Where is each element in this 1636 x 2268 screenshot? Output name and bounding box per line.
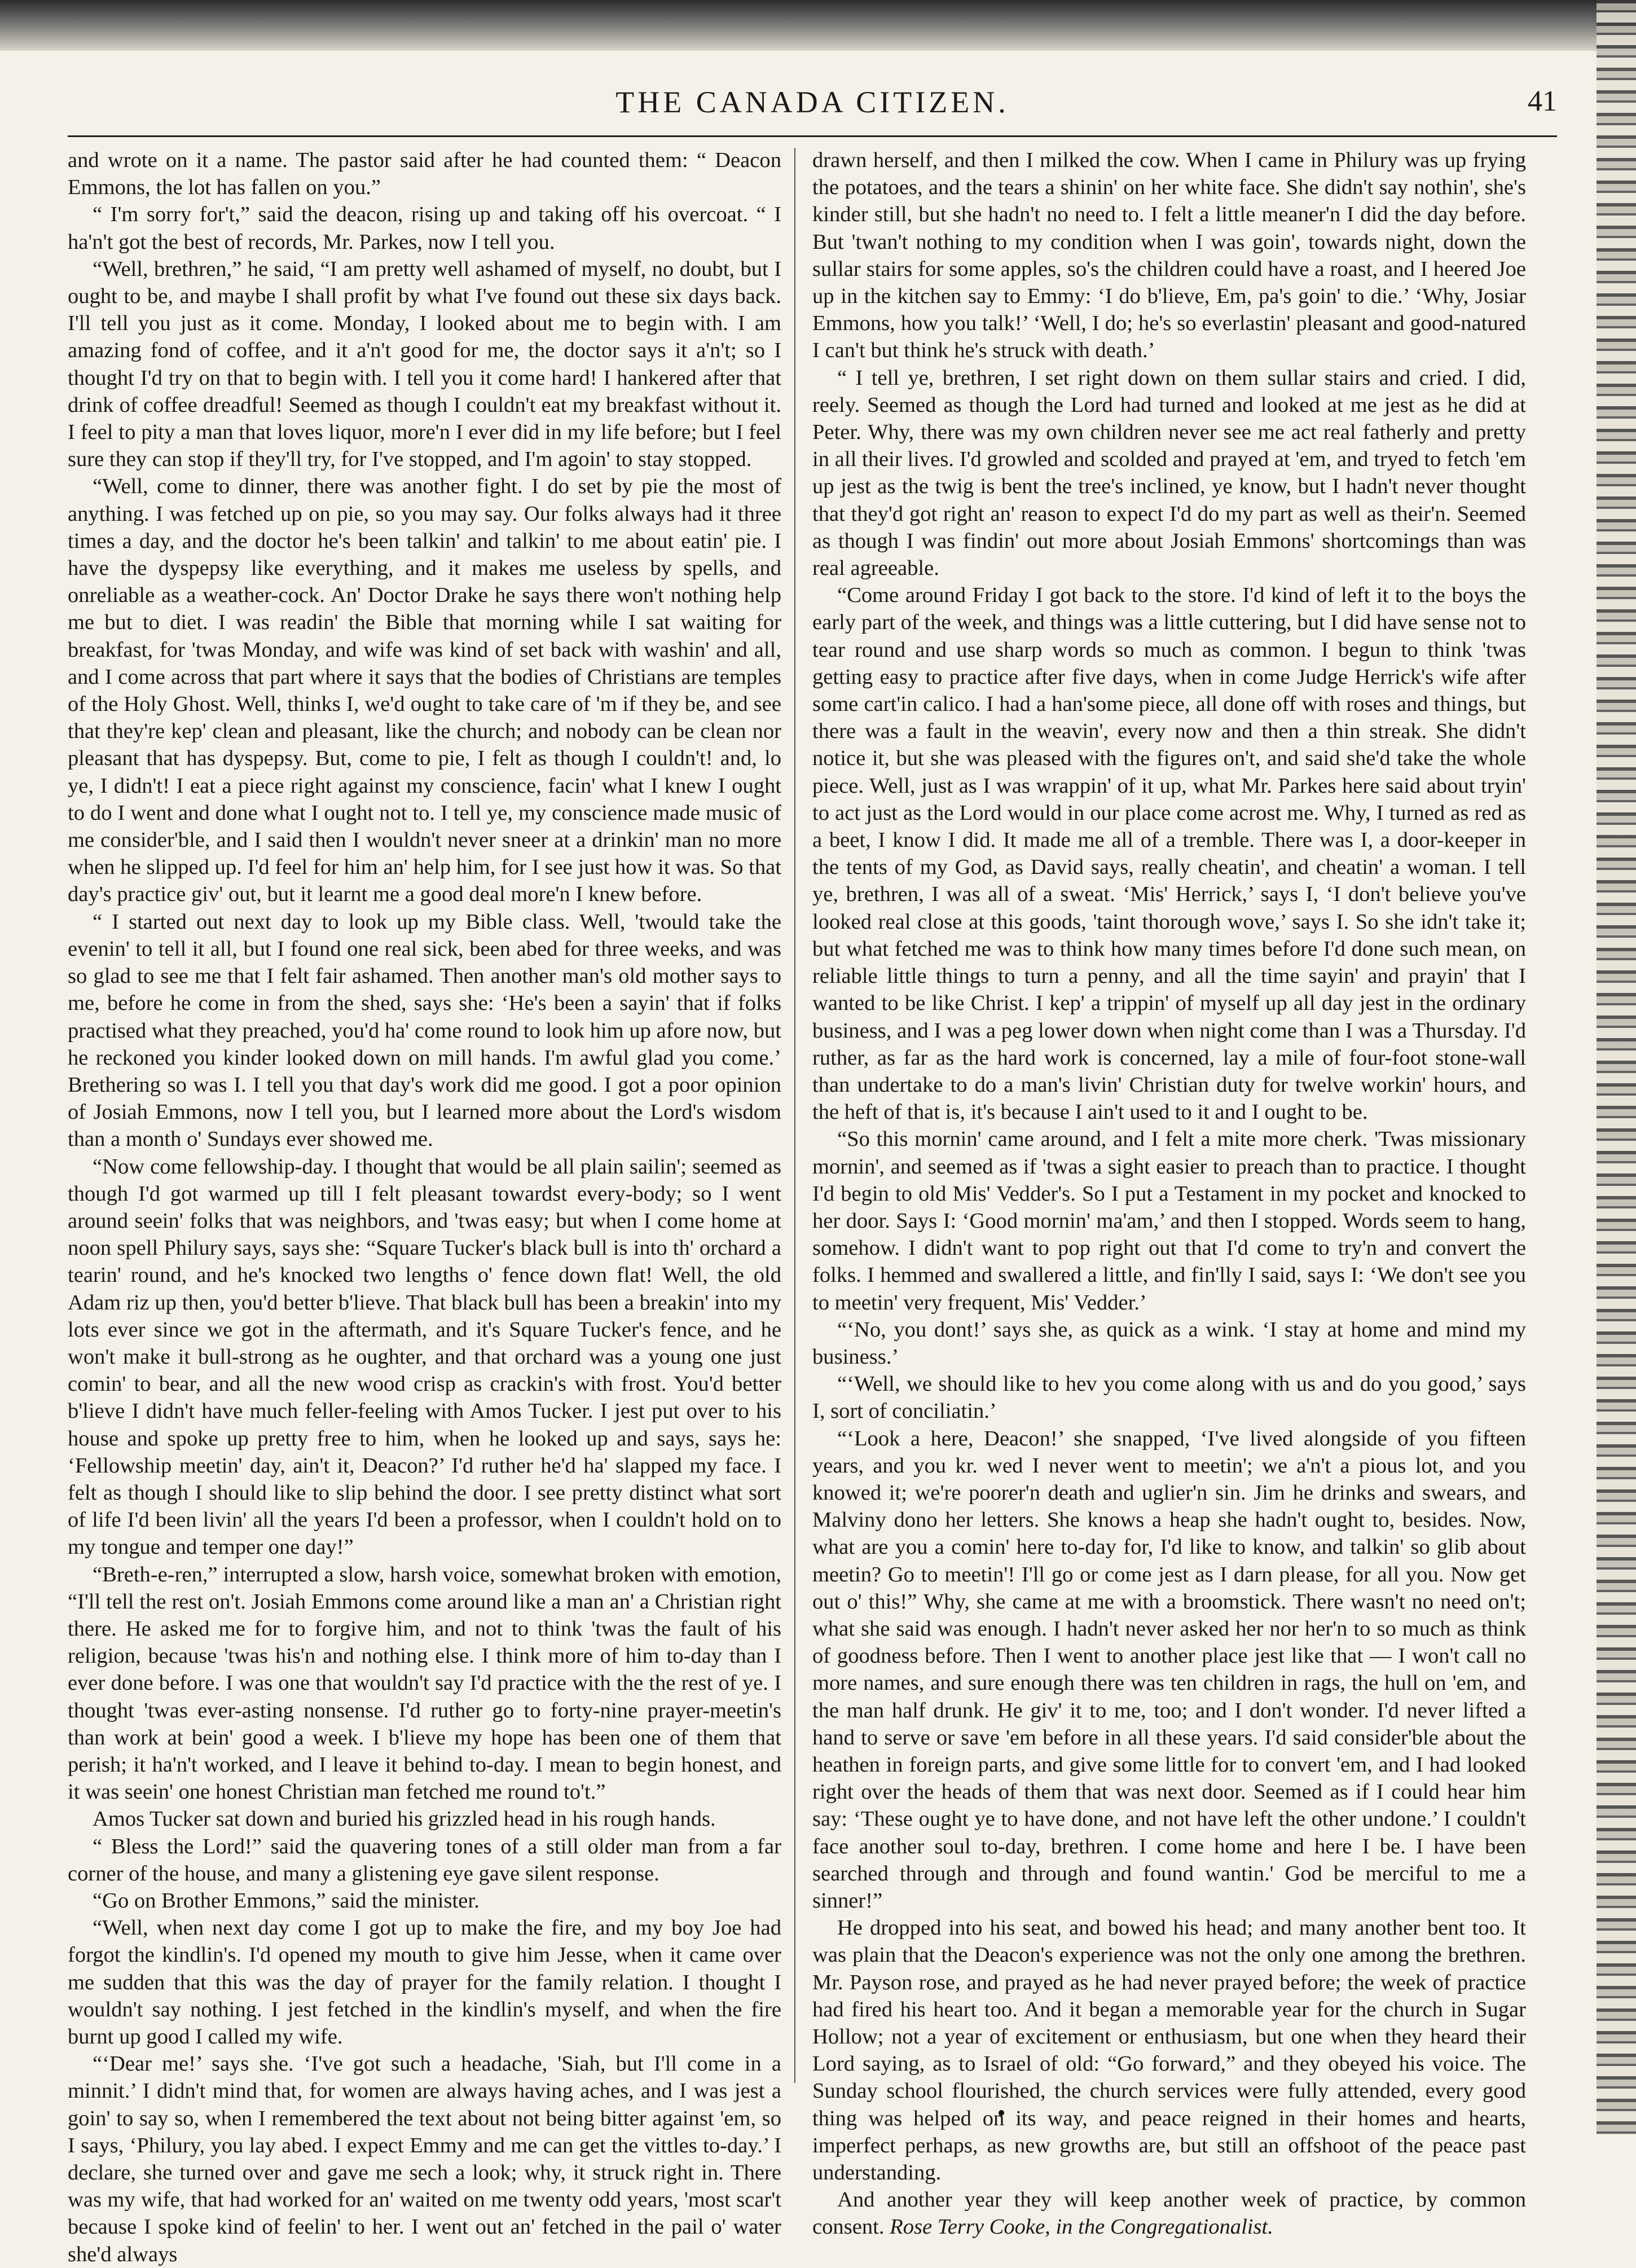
page-header	[68, 85, 1557, 137]
closing-paragraph	[812, 2186, 1526, 2240]
masthead-title: THE CANADA CITIZEN.	[615, 85, 1009, 119]
paragraph: “Come around Friday I got back to the store. I'd kind of left it to the boys the early part of the week, and things was a little cuttering, but I did have sense not to tear round and use sharp words so much as common. I begun to think 'twas getting easy to practice after five days, when in come Judge Herrick's wife after some cart'in calico. I had a han'some piece, all done off with roses and things, but there was a fault in the weavin', every now and then a thin streak. She didn't notice it, but she was pleased with the figures on't, and said she'd take the whole piece. Well, just as I was wrappin' of it up, what Mr. Parkes here said about tryin' to act just as the Lord would in our place come acrost me. Why, I turned as red as a beet, I know I did. It made me all of a tremble. There was I, a door-keeper in the tents of my God, as David says, really cheatin', and cheatin' a woman. I tell ye, brethren, I was all of a sweat. ‘Mis' Herrick,’ says I, ‘I don't believe you've looked real close at this goods, 'taint thorough wove,’ says I. So she idn't take it; but what fetched me was to think how many times before I'd done such mean, on reliable little things to turn a penny, and all the time sayin' and prayin' that I wanted to be like Christ. I kep' a trippin' of myself up all day jest in the ordinary business, and I was a peg lower down when night come than I was a Thursday. I'd ruther, as far as the hard work is concerned, lay a mile of four-foot stone-wall than undertake to do a man's livin' Christian duty for twelve workin' hours, and the heft of that is, it's because I ain't used to it and I ought to be.	[812, 583, 1526, 1124]
paragraph: “‘Dear me!’ says she. ‘I've got such a headache, 'Siah, but I'll come in a minnit.’ I didn't mind that, for women are always having aches, and I was jest a goin' to say so, when I remembered the text about not being bitter against 'em, so I says, ‘Philury, you lay abed. I expect Emmy and me can get the vittles to-day.’ I declare, she turned over and gave me sech a look; why, it struck right in. There was my wife, that had worked for an' waited on me twenty odd years, 'most scar't because I spoke kind of feelin' to her. I went out an' fetched in the pail o' water she'd always	[68, 2052, 781, 2266]
author-credit: Rose Terry Cooke, in the Congregationalist.	[890, 2215, 1273, 2239]
scan-right-edge	[1597, 0, 1636, 2135]
right-column	[812, 147, 1526, 2239]
paragraph: “ I started out next day to look up my Bible class. Well, 'twould take the evenin' to tell it all, but I found one real sick, been abed for three weeks, and was so glad to see me that I felt fair ashamed. Then another man's old mother says to me, before he come in from the shed, says she: ‘He's been a sayin' that if folks practised what they preached, you'd ha' come round to look him up afore now, but he reckoned you kinder looked down on mill hands. I'm awful glad you come.’ Brethering so was I. I tell you that day's work did me good. I got a poor opinion of Josiah Emmons, now I tell you, but I learned more about the Lord's wisdom than a month o' Sundays ever showed me.	[68, 909, 781, 1151]
page-number: 41	[1528, 85, 1557, 117]
paragraph: “‘No, you dont!’ says she, as quick as a wink. ‘I stay at home and mind my business.’	[812, 1317, 1526, 1369]
paragraph: He dropped into his seat, and bowed his head; and many another bent too. It was plain that the Deacon's experience was not the only one among the brethren. Mr. Payson rose, and prayed as he had never prayed before; the week of practice had fired his heart too. And it began a memorable year for the church in Sugar Hollow; not a year of excitement or enthusiasm, but one when they heard their Lord saying, as to Israel of old: “Go forward,” and they obeyed his voice. The Sunday school flourished, the church services were fully attended, every good thing was helped on its way, and peace reigned in their homes and hearts, imperfect perhaps, as new growths are, but still an offshoot of the peace past understanding.	[812, 1916, 1526, 2185]
column-rule	[794, 148, 795, 2083]
paragraph: “Now come fellowship-day. I thought that would be all plain sailin'; seemed as though I'd got warmed up till I felt pleasant towardst every-body; so I went around seein' folks that was neighbors, and 'twas easy; but when I come home at noon spell Philury says, says she: “Square Tucker's black bull is into th' orchard a tearin' round, and he's knocked two lengths o' fence down flat! Well, the old Adam riz up then, you'd better b'lieve. That black bull has been a breakin' into my lots ever since we got in the aftermath, and it's Square Tucker's fence, and he won't make it bull-strong as he oughter, and that orchard was a young one just comin' to bear, and all the new wood crisp as crackin's with frost. You'd better b'lieve I didn't have much feller-feeling with Amos Tucker. I jest put over to his house and spoke up pretty free to him, when he looked up and says, says he: ‘Fellowship meetin' day, ain't it, Deacon?’ I'd ruther he'd ha' slapped my face. I felt as though I should like to slip behind the door. I see pretty distinct what sort of life I'd been livin' all the years I'd been a professor, when I couldn't hold on to my tongue and temper one day!”	[68, 1154, 781, 1559]
paragraph: “Well, brethren,” he said, “I am pretty well ashamed of myself, no doubt, but I ought to be, and maybe I shall profit by what I've found out these six days back. I'll tell you just as it come. Monday, I looked about me to begin with. I am amazing fond of coffee, and it a'n't good for me, the doctor says it a'n't; so I thought I'd try on that to begin with. I tell you it come hard! I hankered after that drink of coffee dreadful! Seemed as though I couldn't eat my breakfast without it. I feel to pity a man that loves liquor, more'n I ever did in my life before; but I feel sure they can stop if they'll try, for I've stopped, and I'm agoin' to stay stopped.	[68, 257, 781, 472]
paragraph-text: And another year they will keep another week of practice, by common consent.	[812, 2188, 1526, 2239]
paragraph: Amos Tucker sat down and buried his grizzled head in his rough hands.	[93, 1807, 716, 1831]
paragraph: drawn herself, and then I milked the cow. When I came in Philury was up frying the potatoes, and the tears a shinin' on her white face. She didn't say nothin', she's kinder still, but she hadn't no need to. I felt a little meaner'n I did the day before. But 'twan't nothing to my condition when I was goin', towards night, down the sullar stairs for some apples, so's the children could have a roast, and I heered Joe up in the kitchen say to Emmy: ‘I do b'lieve, Em, pa's goin' to die.’ ‘Why, Josiar Emmons, how you talk!’ ‘Well, I do; he's so everlastin' pleasant and good-natured I can't but think he's struck with death.’	[812, 148, 1526, 363]
paragraph: “‘Look a here, Deacon!’ she snapped, ‘I've lived alongside of you fifteen years, and you kr. wed I never went to meetin'; we a'n't a pious lot, and you knowed it; we're poorer'n death and uglier'n sin. Jim he drinks and swears, and Malviny dono her letters. She knows a heap she hadn't ought to, besides. Now, what are you a comin' here to-day for, I'd like to know, and talkin' so glib about meetin? Go to meetin'! I'll go or come jest as I darn please, for all you. Now get out o' this!” Why, she came at me with a broomstick. There wasn't no need on't; what she said was enough. I hadn't never asked her nor her'n to so much as think of goodness before. Then I went to another place jest like that — I won't call no more names, and sure enough there was ten children in rags, the hull on 'em, and the man half drunk. He giv' it to me, too; and I don't wonder. I'd never lifted a hand to serve or save 'em before in all these years. I'd said consider'ble about the heathen in foreign parts, and give some little for to convert 'em, and I had looked right over the heads of them that was next door. Seemed as if I could hear him say: ‘These ought ye to have done, and not have left the other undone.’ I couldn't face another soul to-day, brethren. I come home and here I be. I have been searched through and through and found wantin.' God be merciful to me a sinner!”	[812, 1426, 1526, 1913]
paragraph: “Breth-e-ren,” interrupted a slow, harsh voice, somewhat broken with emotion, “I'll tell the rest on't. Josiah Emmons come around like a man an' a Christian right there. He asked me for to forgive him, and not to think 'twas the fault of his religion, because 'twas his'n and nothing else. I think more of him to-day than I ever done before. I was one that wouldn't say I'd practice with the the rest of ye. I thought 'twas ever-asting nonsense. I'd ruther go to forty-nine prayer-meetin's than work at bein' good a week. I b'lieve my hope has been one of them that perish; it ha'n't worked, and I leave it behind to-day. I mean to begin honest, and it was seein' one honest Christian man fetched me round to't.”	[68, 1562, 781, 1804]
left-column	[68, 147, 781, 2266]
paragraph: “Well, come to dinner, there was another fight. I do set by pie the most of anything. I was fetched up on pie, so you may say. Our folks always had it three times a day, and the doctor he's been talkin' and talkin' to me about eatin' pie. I have the dyspepsy like everything, and it makes me useless by spells, and onreliable as a weather-cock. An' Doctor Drake he says there won't nothing help me but to diet. I was readin' the Bible that morning while I sat waiting for breakfast, for 'twas Monday, and wife was kind of set back with washin' and all, and I come across that part where it says that the bodies of Christians are temples of the Holy Ghost. Well, thinks I, we'd ought to take care of 'm if they be, and see that they're kep' clean and pleasant, like the church; and nobody can be clean nor pleasant that has dyspepsy. But, come to pie, I felt as though I couldn't! and, lo ye, I didn't! I eat a piece right against my conscience, facin' what I knew I ought to do I went and done what I ought not to. I tell ye, my conscience made music of me consider'ble, and I said then I wouldn't never sneer at a drinkin' man no more when he slipped up. I'd feel for him an' help him, for I see just how it was. So that day's practice giv' out, but it learnt me a good deal more'n I knew before.	[68, 474, 781, 907]
paragraph: “‘Well, we should like to hev you come along with us and do you good,’ says I, sort of conciliatin.’	[812, 1372, 1526, 1423]
paragraph: “So this mornin' came around, and I felt a mite more cherk. 'Twas missionary mornin', and seemed as if 'twas a sight easier to preach than to practice. I thought I'd begin to old Mis' Vedder's. So I put a Testament in my pocket and knocked to her door. Says I: ‘Good mornin' ma'am,’ and then I stopped. Words seem to hang, somehow. I didn't want to pop right out that I'd come to try'n and convert the folks. I hemmed and swallered a little, and fin'lly I said, says I: ‘We don't see you to meetin' very frequent, Mis' Vedder.’	[812, 1127, 1526, 1315]
paragraph: “Go on Brother Emmons,” said the minister.	[93, 1889, 480, 1913]
paragraph: “ Bless the Lord!” said the quavering tones of a still older man from a far corner of the house, and many a glistening eye gave silent response.	[68, 1834, 781, 1885]
scan-top-edge	[0, 0, 1636, 51]
paragraph: “Well, when next day come I got up to make the fire, and my boy Joe had forgot the kindlin's. I'd opened my mouth to give him Jesse, when it came over me sudden that this was the day of prayer for the family relation. I thought I wouldn't say nothing. I jest fetched in the kindlin's myself, and when the fire burnt up good I called my wife.	[68, 1916, 781, 2049]
paragraph: “ I'm sorry for't,” said the deacon, rising up and taking off his overcoat. “ I ha'n't got the best of records, Mr. Parkes, now I tell you.	[68, 203, 781, 254]
paragraph: “ I tell ye, brethren, I set right down on them sullar stairs and cried. I did, reely. Seemed as though the Lord had turned and looked at me jest as he did at Peter. Why, there was my own children never see me act real fatherly and pretty in all their lives. I'd growled and scolded and prayed at 'em, and tryed to fetch 'em up jest as the twig is bent the tree's inclined, ye know, but I hadn't never thought that they'd got right an' reason to expect I'd do my part as well as their'n. Seemed as though I was findin' out more about Josiah Emmons' shortcomings than was real agreeable.	[812, 366, 1526, 581]
paragraph: and wrote on it a name. The pastor said after he had counted them: “ Deacon Emmons, the lot has fallen on you.”	[68, 148, 781, 200]
